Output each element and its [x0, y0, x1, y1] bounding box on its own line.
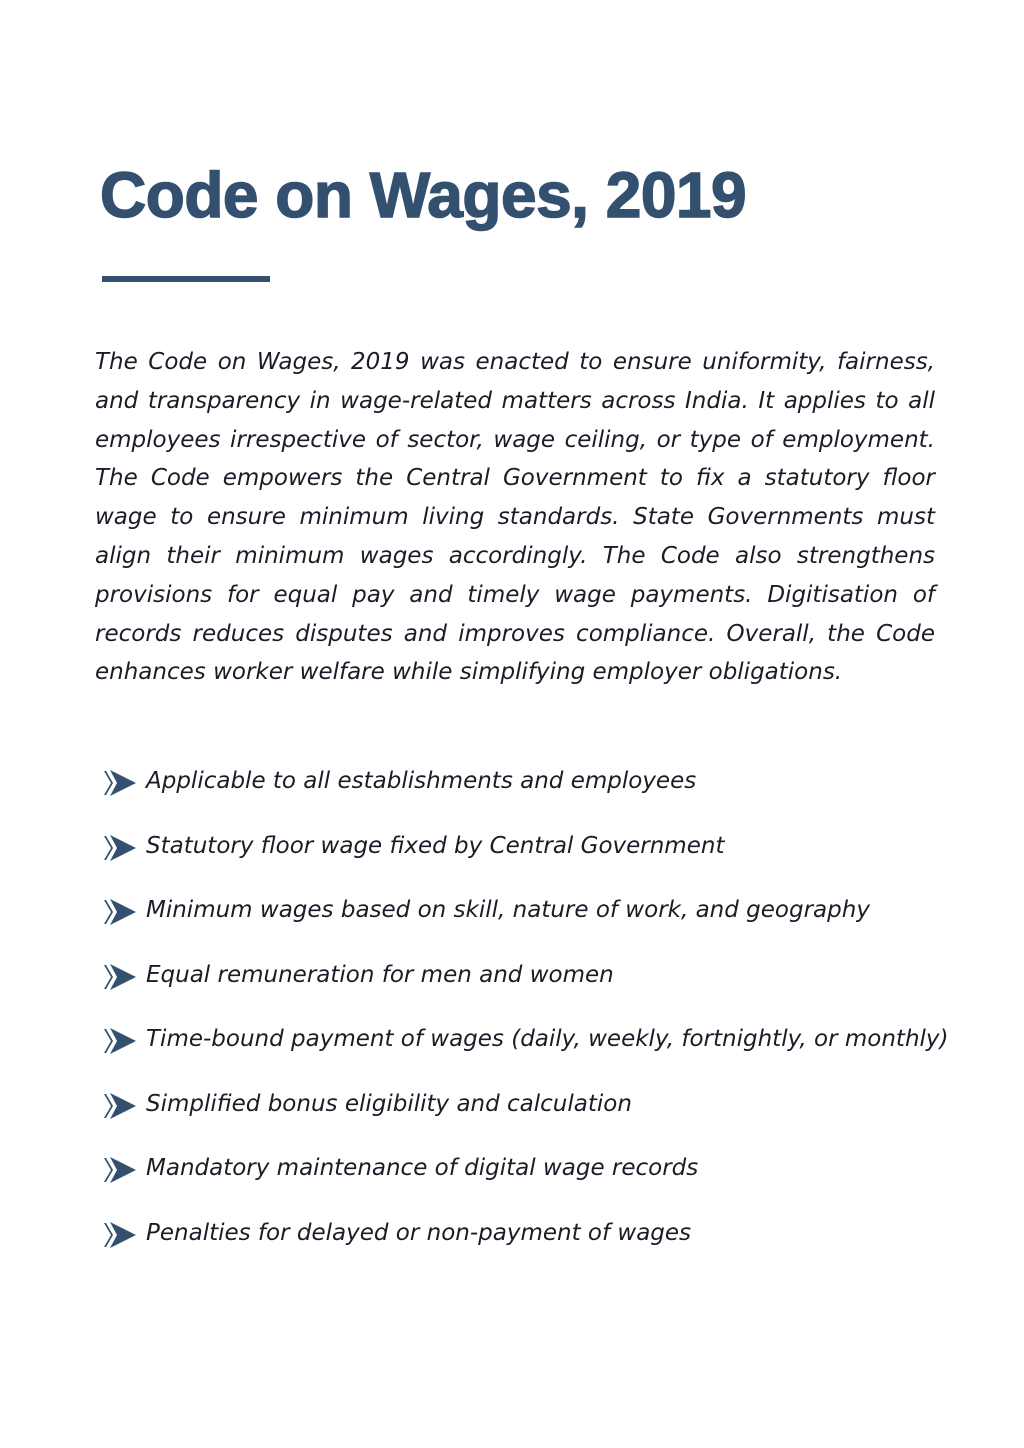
intro-paragraph: The Code on Wages, 2019 was enacted to ensure uniformity, fairness, and transparency in wage-related matters across India. It applies to all employees irrespective of sector, wage ceiling, or type of employment. The Code empowers the Central Government to fix a statutory floor wage to ensure minimum living standards. State Governments must align their minimum wages accordingly. The Code also strengthens provisions for equal pay and timely wage payments. Digitisation of records reduces disputes and improves compliance. Overall, the Code enhances worker welfare while simplifying employer obligations.	[95, 349, 935, 686]
list-item	[102, 955, 949, 1020]
double-chevron-right-icon	[102, 765, 138, 801]
list-item	[102, 1148, 949, 1213]
list-item-text: Penalties for delayed or non-payment of wages	[146, 1219, 692, 1246]
list-item-text: Statutory floor wage fixed by Central Government	[146, 832, 725, 859]
double-chevron-right-icon	[102, 959, 138, 995]
title-underline	[102, 276, 270, 282]
key-points-list	[102, 761, 949, 1277]
list-item-text: Simplified bonus eligibility and calculation	[146, 1090, 632, 1117]
double-chevron-right-icon	[102, 830, 138, 866]
double-chevron-right-icon	[102, 1088, 138, 1124]
list-item-text: Equal remuneration for men and women	[146, 961, 614, 988]
list-item	[102, 890, 949, 955]
list-item-text: Time-bound payment of wages (daily, weekly, fortnightly, or monthly)	[146, 1026, 949, 1052]
double-chevron-right-icon	[102, 1023, 138, 1059]
list-item-text: Minimum wages based on skill, nature of work, and geography	[146, 897, 870, 923]
double-chevron-right-icon	[102, 1152, 138, 1188]
double-chevron-right-icon	[102, 894, 138, 930]
list-item	[102, 1084, 949, 1149]
double-chevron-right-icon	[102, 1217, 138, 1253]
page-title: Code on Wages, 2019	[100, 159, 747, 231]
list-item	[102, 826, 949, 891]
list-item	[102, 1019, 949, 1084]
list-item-text: Mandatory maintenance of digital wage records	[146, 1155, 699, 1181]
list-item	[102, 761, 949, 826]
list-item	[102, 1213, 949, 1278]
list-item-text: Applicable to all establishments and employees	[146, 768, 697, 794]
